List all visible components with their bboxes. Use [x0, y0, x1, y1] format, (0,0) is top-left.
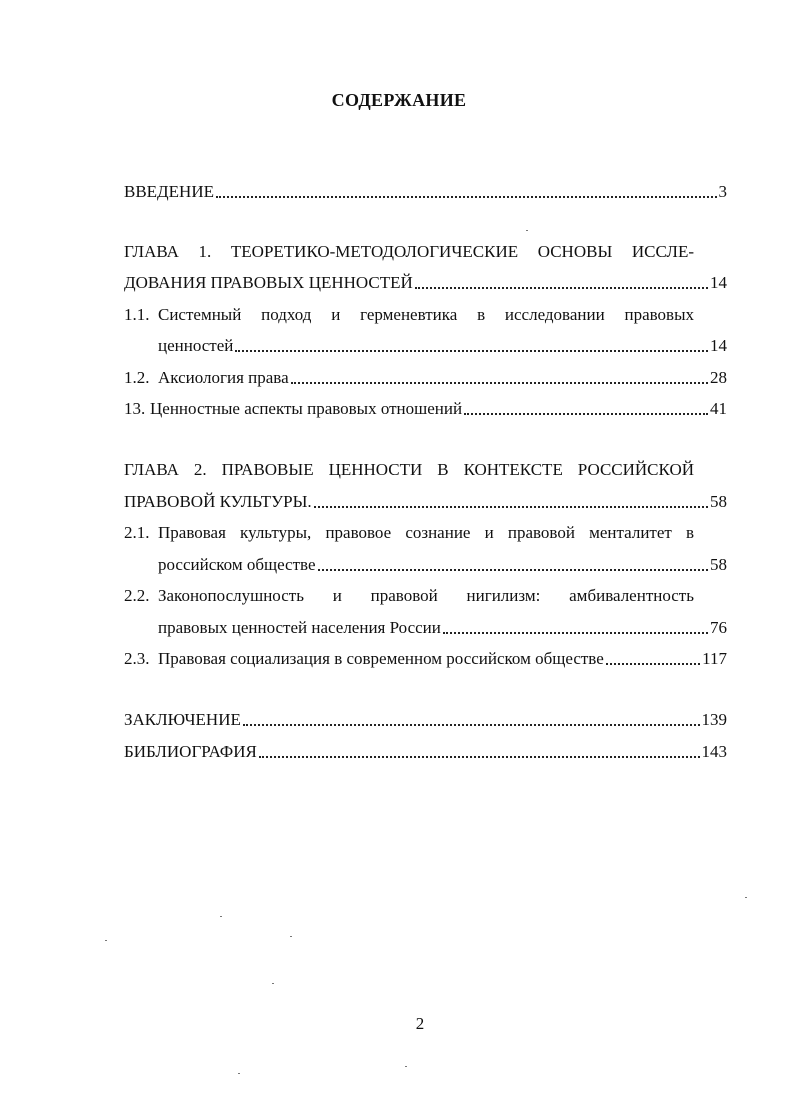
toc-entry-chapter1[interactable] — [124, 271, 727, 295]
toc-label: правовых ценностей населения России — [158, 618, 441, 637]
toc-label: ценностей — [158, 336, 234, 355]
toc-label: российском обществе — [158, 555, 316, 574]
leader-dots — [464, 413, 708, 415]
section-number: 2.1. — [124, 523, 150, 542]
scan-speck — [745, 897, 747, 898]
toc-page: 139 — [701, 710, 727, 729]
leader-dots — [259, 756, 700, 758]
toc-page: 3 — [718, 182, 727, 201]
leader-dots — [314, 506, 708, 508]
toc-page: 58 — [710, 555, 727, 574]
toc-label: Ценностные аспекты правовых отношений — [150, 399, 463, 418]
scan-speck — [405, 1066, 407, 1067]
leader-dots — [235, 350, 708, 352]
toc-label: Аксиология права — [158, 368, 289, 387]
leader-dots — [243, 724, 700, 726]
toc-page: 14 — [710, 273, 727, 292]
toc-entry-2-1-line1[interactable] — [124, 521, 694, 545]
toc-label: ВВЕДЕНИЕ — [124, 182, 214, 201]
leader-dots — [291, 382, 708, 384]
leader-dots — [415, 287, 708, 289]
toc-page: 28 — [710, 368, 727, 387]
toc-page: 76 — [710, 618, 727, 637]
toc-entry-chapter2[interactable] — [124, 490, 727, 514]
scan-speck — [290, 936, 292, 937]
toc-page: 14 — [710, 336, 727, 355]
toc-entry-2-2[interactable] — [158, 616, 727, 640]
toc-label: Правовая социализация в современном российском обществе — [158, 649, 604, 668]
toc-entry-intro[interactable] — [124, 180, 727, 204]
scan-speck — [238, 1073, 240, 1074]
section-number: 1.2. — [124, 368, 150, 387]
toc-entry-bibliography[interactable] — [124, 740, 727, 764]
toc-title: СОДЕРЖАНИЕ — [331, 90, 467, 110]
toc-page: 58 — [710, 492, 727, 511]
toc-entry-1-3[interactable] — [124, 397, 727, 421]
toc-entry-1-1-line1[interactable] — [124, 303, 694, 327]
leader-dots — [318, 569, 709, 571]
scan-speck — [526, 230, 528, 231]
toc-label: Правовая культуры, правовое сознание и правовой менталитет в — [158, 523, 694, 542]
toc-label: БИБЛИОГРАФИЯ — [124, 742, 257, 761]
section-number: 13. — [124, 399, 146, 418]
scan-speck — [220, 916, 222, 917]
toc-entry-conclusion[interactable] — [124, 708, 727, 732]
section-number: 2.3. — [124, 649, 150, 668]
toc-page: 117 — [702, 649, 727, 668]
scan-speck — [272, 983, 274, 984]
page-number: 2 — [415, 1014, 425, 1033]
toc-page: 41 — [710, 399, 727, 418]
leader-dots — [606, 663, 700, 665]
toc-label: ДОВАНИЯ ПРАВОВЫХ ЦЕННОСТЕЙ — [124, 273, 413, 292]
toc-label: ЗАКЛЮЧЕНИЕ — [124, 710, 241, 729]
toc-entry-2-2-line1[interactable] — [124, 584, 694, 608]
toc-entry-1-1[interactable] — [158, 334, 727, 358]
toc-label: ПРАВОВОЙ КУЛЬТУРЫ. — [124, 492, 312, 511]
toc-label: Законопослушность и правовой нигилизм: амбивалентность — [158, 586, 694, 605]
toc-entry-chapter1-line1[interactable]: ГЛАВА 1. ТЕОРЕТИКО-МЕТОДОЛОГИЧЕСКИЕ ОСНОВЫ ИССЛЕ- — [124, 242, 694, 261]
toc-entry-chapter2-line1[interactable]: ГЛАВА 2. ПРАВОВЫЕ ЦЕННОСТИ В КОНТЕКСТЕ РОССИЙСКОЙ — [124, 460, 694, 479]
leader-dots — [443, 632, 708, 634]
toc-label: Системный подход и герменевтика в исследовании правовых — [158, 305, 694, 324]
scan-speck — [105, 940, 107, 941]
section-number: 2.2. — [124, 586, 150, 605]
toc-page: 143 — [701, 742, 727, 761]
toc-entry-1-2[interactable] — [124, 366, 727, 390]
toc-entry-2-1[interactable] — [158, 553, 727, 577]
leader-dots — [216, 196, 717, 198]
toc-entry-2-3[interactable] — [124, 647, 727, 671]
section-number: 1.1. — [124, 305, 150, 324]
